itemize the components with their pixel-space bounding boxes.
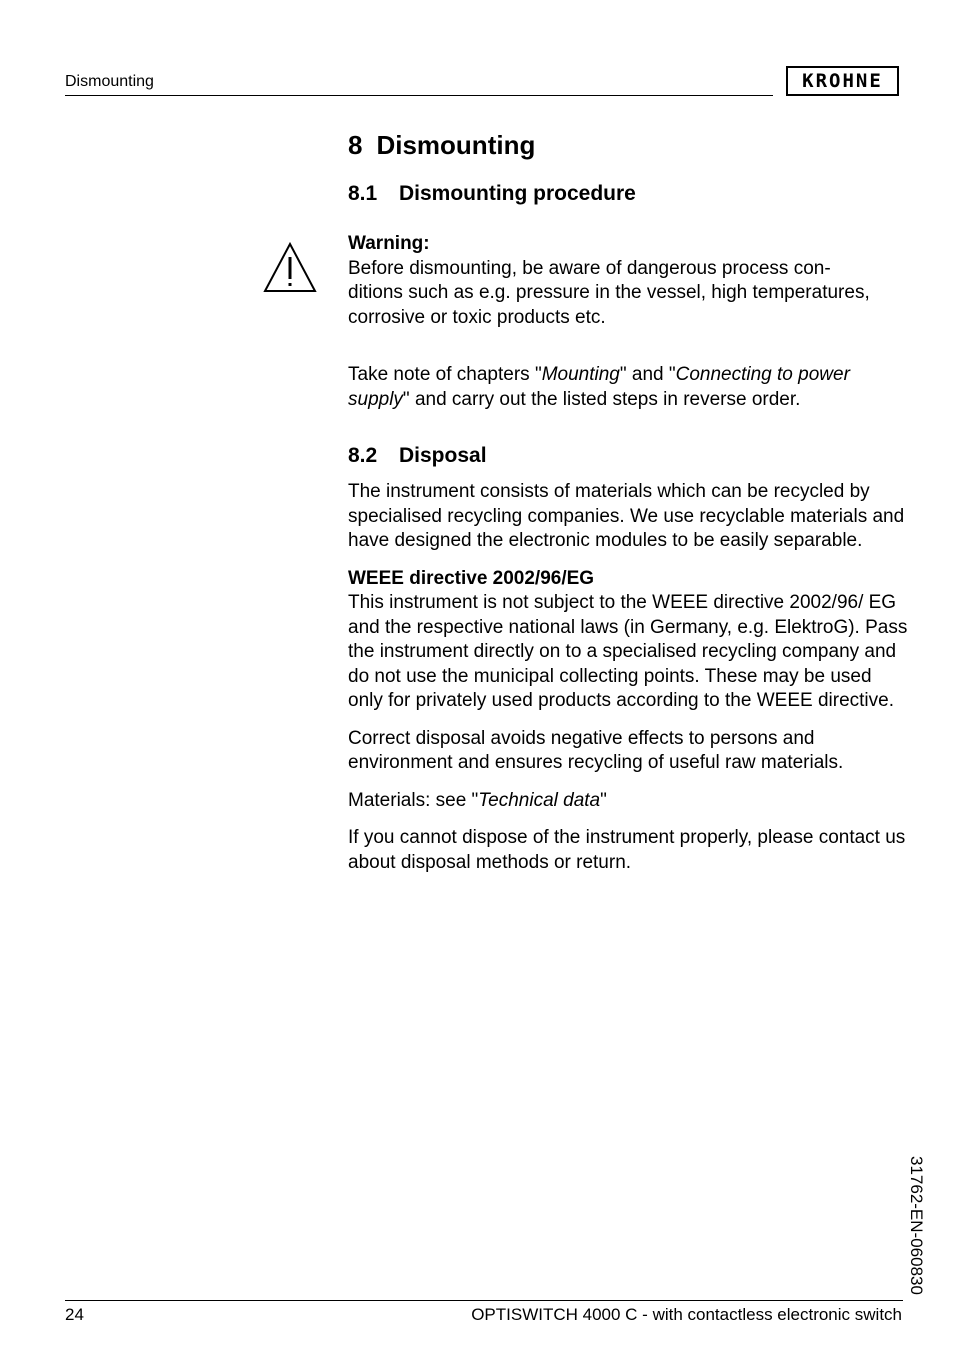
warning-triangle-icon	[262, 241, 318, 293]
materials-paragraph: Materials: see "Technical data"	[348, 789, 607, 811]
warning-label: Warning:	[348, 233, 430, 254]
section-heading-8-1: 8.1 Dismounting procedure	[348, 182, 636, 205]
main-content	[348, 128, 908, 875]
reverse-order-note: Take note of chapters "Mounting" and "Connecting to power supply" and carry out the listed steps in reverse order.	[348, 364, 850, 410]
header-rule	[65, 95, 773, 96]
correct-disposal-paragraph: Correct disposal avoids negative effects to persons and environment and ensures recycling of useful raw materials.	[348, 727, 844, 773]
chapter-heading: 8 Dismounting	[348, 130, 536, 160]
weee-heading: WEEE directive 2002/96/EG	[348, 567, 595, 589]
footer-title: OPTISWITCH 4000 C - with contactless electronic switch	[471, 1305, 902, 1324]
contact-paragraph: If you cannot dispose of the instrument properly, please contact us about disposal methods or return.	[348, 827, 906, 873]
document-code: 31762-EN-060830	[907, 1156, 926, 1295]
running-header: Dismounting	[65, 73, 154, 90]
ref-technical-data: Technical data	[478, 789, 601, 811]
disposal-paragraph: The instrument consists of materials which can be recycled by specialised recycling companies. We use recyclable materials and have designed the electronic modules to be easily separable.	[348, 481, 905, 551]
footer-rule	[65, 1300, 903, 1301]
warning-text: Before dismounting, be aware of dangerous process con- ditions such as e.g. pressure in the vessel, high temperatures, corrosive or toxic products etc.	[348, 257, 870, 328]
krohne-logo: KROHNE	[786, 66, 899, 96]
ref-mounting: Mounting	[541, 364, 620, 385]
weee-paragraph: This instrument is not subject to the WEEE directive 2002/96/ EG and the respective national laws (in Germany, e.g. ElektroG). Pass the instrument directly on to a specialised recycling company and do not use the municipal collecting points. These may be used only for privately used products according to the WEEE directive.	[348, 592, 908, 711]
page-number: 24	[65, 1305, 84, 1324]
section-heading-8-2: 8.2 Disposal	[348, 444, 487, 467]
ref-connecting: Connecting to power supply	[348, 364, 850, 410]
